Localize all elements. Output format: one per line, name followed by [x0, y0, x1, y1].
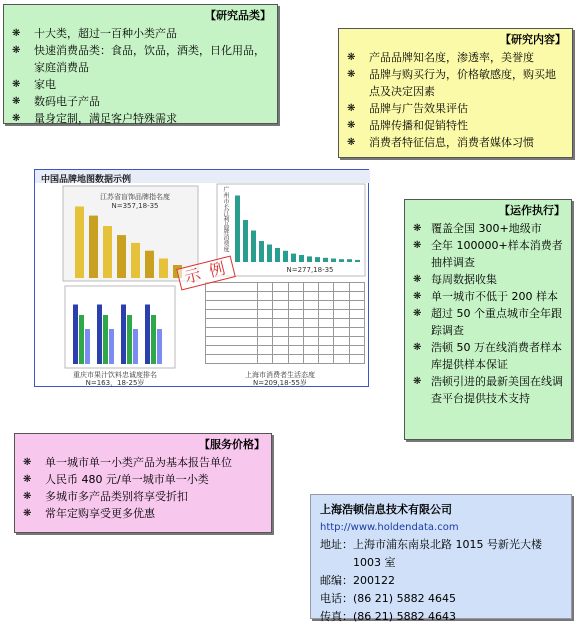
list-item: ❋ 单一城市不低于 200 样本	[413, 290, 558, 303]
sample-title: 中国品牌地图数据示例	[41, 175, 132, 185]
table-cell	[349, 337, 364, 346]
table-cell	[258, 346, 273, 355]
table-cell	[319, 328, 334, 337]
chart1-title: 江苏省盲饰品牌指名度	[100, 193, 170, 201]
list-item: ❋ 多城市多产品类别将享受折扣	[23, 490, 188, 503]
table-cell	[258, 337, 273, 346]
list-item: ❋ 数码电子产品	[12, 95, 100, 108]
bullet-icon: ❋	[347, 52, 356, 63]
table-cell	[258, 328, 273, 337]
chart3-subtitle: N=163，18-25岁	[85, 379, 145, 387]
table-cell	[349, 319, 364, 328]
research-title: 【研究内容】	[500, 33, 566, 46]
table-cell	[273, 301, 288, 310]
chart2-bar	[323, 258, 328, 262]
bullet-icon: ❋	[413, 342, 422, 353]
chart2-bar	[331, 259, 336, 263]
table-cell	[273, 328, 288, 337]
table-cell	[206, 319, 258, 328]
phone-value: (86 21) 5882 4645	[353, 592, 457, 605]
research-list	[339, 47, 572, 151]
table-cell	[334, 310, 349, 319]
list-item: ❋ 家电	[12, 78, 56, 91]
table-cell	[206, 355, 258, 364]
table-cell	[303, 328, 318, 337]
table-cell	[273, 310, 288, 319]
chart3-bar	[73, 305, 78, 365]
chart2-bar	[267, 245, 272, 263]
bullet-icon: ❋	[413, 274, 422, 285]
table-cell	[206, 310, 258, 319]
chart2-bar	[307, 256, 312, 262]
chart2-bar	[315, 257, 320, 262]
table-cell	[288, 346, 303, 355]
table-cell	[349, 292, 364, 301]
table-cell	[349, 346, 364, 355]
bullet-icon: ❋	[23, 491, 32, 502]
chart3-bar	[127, 315, 132, 364]
list-item: ❋ 人民币 480 元/单一城市单一小类	[23, 473, 209, 486]
table-cell	[288, 310, 303, 319]
list-item: ❋ 量身定制，满足客户特殊需求	[12, 112, 177, 125]
list-item: ❋ 单一城市单一小类产品为基本报告单位	[23, 456, 232, 469]
table-cell	[319, 355, 334, 364]
company-url-link[interactable]: http://www.holdendata.com	[320, 522, 459, 533]
sample-data-table	[205, 282, 365, 364]
chart2-bar	[235, 196, 240, 263]
table-row	[206, 337, 365, 346]
table-cell	[334, 301, 349, 310]
table-row	[206, 319, 365, 328]
fax-value: (86 21) 5882 4643	[353, 610, 457, 622]
chart3-bar	[133, 329, 138, 364]
table-cell	[206, 301, 258, 310]
chart1-bar	[145, 251, 154, 278]
chart2-axis-label: 广州市长江利品牌消费度	[222, 186, 229, 252]
table-caption: 上海市消费者生活态度	[245, 371, 315, 379]
table-row	[206, 292, 365, 301]
list-item: ❋ 覆盖全国 300+地级市	[413, 222, 542, 235]
table-cell	[288, 292, 303, 301]
table-cell	[288, 337, 303, 346]
table-cell	[334, 292, 349, 301]
table-row	[206, 355, 365, 364]
table-cell	[303, 301, 318, 310]
table-cell	[258, 310, 273, 319]
zip-row: 邮编： 200122	[320, 574, 395, 587]
list-item: ❋ 产品品牌知名度，渗透率，美誉度	[347, 51, 534, 64]
chart2-bar	[251, 231, 256, 263]
sample-stamp: 示 例	[176, 256, 236, 291]
list-item: ❋ 全年 100000+样本消费者抽样调查	[413, 239, 563, 269]
bullet-icon: ❋	[12, 113, 21, 124]
table-subtitle: N=209,18-55岁	[252, 379, 308, 387]
chart2-bar	[347, 259, 352, 262]
table-cell	[258, 292, 273, 301]
table-cell	[303, 283, 318, 292]
price-box	[14, 433, 272, 533]
table-row	[206, 283, 365, 292]
table-cell	[258, 355, 273, 364]
table-row	[206, 310, 365, 319]
chart3-bar	[97, 305, 102, 365]
chart3-bar	[109, 329, 114, 364]
table-cell	[349, 310, 364, 319]
company-name: 上海浩顿信息技术有限公司	[320, 503, 452, 516]
table-row	[206, 301, 365, 310]
address-value: 上海市浦东南泉北路 1015 号新光大楼 1003 室	[353, 538, 542, 569]
bullet-icon: ❋	[413, 308, 422, 319]
bullet-icon: ❋	[12, 96, 21, 107]
table-cell	[319, 301, 334, 310]
table-cell	[288, 301, 303, 310]
chart2-bar	[339, 259, 344, 262]
table-cell	[303, 292, 318, 301]
table-cell	[303, 310, 318, 319]
table-row	[206, 346, 365, 355]
table-cell	[334, 346, 349, 355]
table-cell	[258, 283, 273, 292]
execution-box	[404, 199, 572, 440]
bullet-icon: ❋	[413, 223, 422, 234]
categories-title: 【研究品类】	[205, 9, 271, 22]
chart3-bar	[151, 315, 156, 364]
table-cell	[349, 283, 364, 292]
chart3-bar	[157, 329, 162, 364]
bullet-icon: ❋	[413, 240, 422, 251]
table-cell	[288, 319, 303, 328]
execution-title: 【运作执行】	[499, 204, 565, 217]
table-cell	[273, 346, 288, 355]
phone-row: 电话： (86 21) 5882 4645	[320, 592, 457, 605]
list-item: ❋ 品牌传播和促销特性	[347, 119, 468, 132]
chart1-bar	[131, 243, 140, 278]
table-cell	[206, 292, 258, 301]
table-cell	[319, 283, 334, 292]
chart2-bar	[283, 251, 288, 262]
fax-row: 传真： (86 21) 5882 4643	[320, 610, 457, 622]
bullet-icon: ❋	[413, 376, 422, 387]
table-cell	[349, 301, 364, 310]
list-item: ❋ 消费者特征信息，消费者媒体习惯	[347, 136, 534, 149]
address-row: 地址： 上海市浦东南泉北路 1015 号新光大楼 1003 室	[320, 538, 542, 569]
table-cell	[334, 337, 349, 346]
chart3-bar	[121, 305, 126, 365]
bullet-icon: ❋	[12, 45, 21, 56]
table-cell	[319, 337, 334, 346]
chart1-bar	[159, 259, 168, 279]
table-cell	[273, 319, 288, 328]
chart2-bar	[355, 260, 360, 262]
table-cell	[319, 319, 334, 328]
bullet-icon: ❋	[23, 457, 32, 468]
research-box	[338, 28, 573, 158]
table-cell	[258, 301, 273, 310]
table-cell	[303, 355, 318, 364]
chart3-bar	[79, 315, 84, 364]
table-cell	[319, 292, 334, 301]
table-cell	[206, 337, 258, 346]
table-cell	[273, 355, 288, 364]
table-cell	[319, 310, 334, 319]
table-cell	[334, 319, 349, 328]
table-cell	[334, 328, 349, 337]
company-contact-box	[310, 494, 572, 622]
table-cell	[258, 319, 273, 328]
price-title: 【服务价格】	[199, 438, 265, 451]
chart3-caption: 重庆市果汁饮料忠诚度排名	[73, 371, 157, 379]
execution-list	[405, 218, 571, 407]
list-item: ❋ 品牌与广告效果评估	[347, 102, 468, 115]
table-cell	[349, 328, 364, 337]
bullet-icon: ❋	[347, 103, 356, 114]
chart1-subtitle: N=357,18-35	[111, 202, 159, 210]
bullet-icon: ❋	[347, 120, 356, 131]
table-cell	[303, 319, 318, 328]
table-cell	[288, 328, 303, 337]
list-item: ❋ 浩顿 50 万在线消费者样本库提供样本保证	[413, 341, 562, 371]
table-cell	[319, 346, 334, 355]
chart3-bar	[85, 329, 90, 364]
chart3-bar	[145, 305, 150, 365]
list-item: ❋ 浩顿引进的最新美国在线调查平台提供技术支持	[413, 375, 563, 405]
chart2-bar	[275, 248, 280, 262]
table-cell	[273, 337, 288, 346]
chart1-bar	[117, 235, 126, 278]
categories-list	[4, 23, 277, 127]
chart2-subtitle: N=277,18-35	[286, 266, 334, 274]
chart2-bar	[243, 220, 248, 262]
list-item: ❋ 品牌与购买行为，价格敏感度，购买地点及决定因素	[347, 68, 556, 98]
chart2-bar	[299, 255, 304, 262]
price-list	[15, 452, 271, 522]
list-item: ❋ 十大类，超过一百种小类产品	[12, 27, 177, 40]
list-item: ❋ 快速消费品类：食品，饮品，酒类，日化用品，家庭消费品	[12, 44, 265, 74]
table-cell	[334, 355, 349, 364]
list-item: ❋ 常年定购享受更多优惠	[23, 507, 155, 520]
table-cell	[273, 292, 288, 301]
table-cell	[303, 337, 318, 346]
zip-value: 200122	[353, 574, 395, 587]
bullet-icon: ❋	[347, 69, 356, 80]
chart2-bar	[291, 254, 296, 262]
chart2-bar	[259, 241, 264, 262]
chart3-bar	[103, 315, 108, 364]
list-item: ❋ 每周数据收集	[413, 273, 497, 286]
table-cell	[288, 283, 303, 292]
table-cell	[206, 328, 258, 337]
table-cell	[303, 346, 318, 355]
categories-box	[3, 4, 278, 124]
table-row	[206, 328, 365, 337]
chart1-bar	[103, 226, 112, 278]
bullet-icon: ❋	[12, 28, 21, 39]
sample-image-panel	[34, 169, 369, 387]
table-cell	[273, 283, 288, 292]
table-cell	[206, 346, 258, 355]
bullet-icon: ❋	[12, 79, 21, 90]
table-cell	[288, 355, 303, 364]
list-item: ❋ 超过 50 个重点城市全年跟踪调查	[413, 307, 562, 337]
table-cell	[334, 283, 349, 292]
table-cell	[349, 355, 364, 364]
bullet-icon: ❋	[347, 137, 356, 148]
chart1-bar	[89, 216, 98, 278]
bullet-icon: ❋	[413, 291, 422, 302]
bullet-icon: ❋	[23, 474, 32, 485]
table-cell	[206, 283, 258, 292]
bullet-icon: ❋	[23, 508, 32, 519]
chart1-bar	[75, 207, 84, 279]
